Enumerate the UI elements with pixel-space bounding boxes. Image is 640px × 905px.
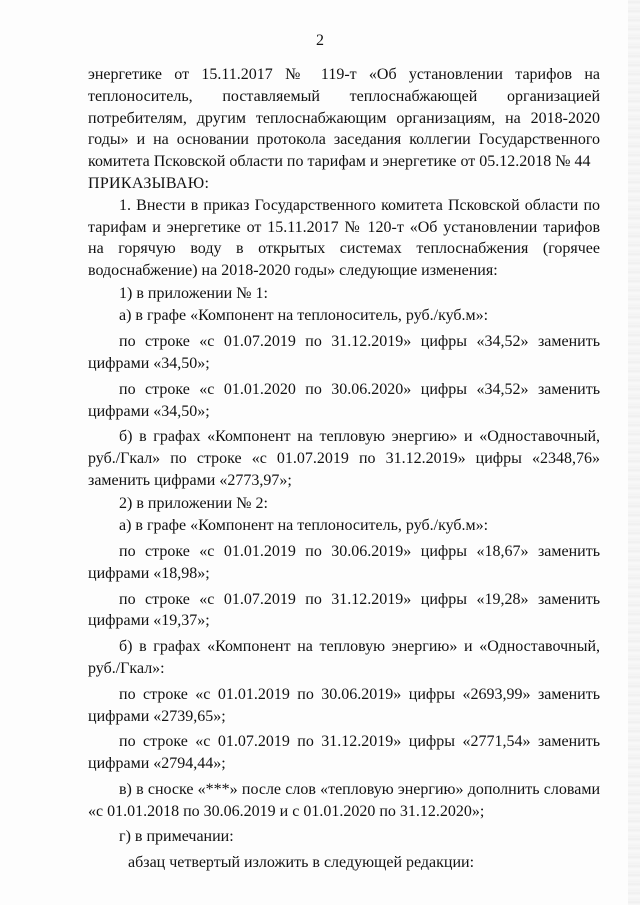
paragraph-appendix-2-d-note: г) в примечании: [119,828,234,846]
paragraph-fourth-subparagraph: абзац четвертый изложить в следующей редакции: [128,854,475,872]
paragraph-appendix-1-row-2: по строке «с 01.01.2020 по 30.06.2020» цифры «34,52» заменить цифрами «34,50»; [88,380,600,420]
scan-edge-artifact [628,0,640,905]
paragraph-appendix-2: 2) в приложении № 2: [119,494,268,512]
paragraph-item-1: 1. Внести в приказ Государственного комитета Псковской области по тарифам и энергетике от 15.11.2017 № 120-т «Об установлении тарифов на горячую воду в открытых системах теплоснабжения (горячее водоснабжение) на 2018-2020 годы» следующие изменения: [88,196,600,280]
document-body [88,64,600,874]
paragraph-appendix-2-a: а) в графе «Компонент на теплоноситель, руб./куб.м»: [119,517,489,535]
paragraph-appendix-1: 1) в приложении № 1: [119,284,268,302]
paragraph-appendix-1-a: а) в графе «Компонент на теплоноситель, руб./куб.м»: [119,307,489,325]
paragraph-appendix-2-b-row-1: по строке «с 01.01.2019 по 30.06.2019» цифры «2693,99» заменить цифрами «2739,65»; [88,685,600,725]
paragraph-preamble-continuation: энергетике от 15.11.2017 № 119-т «Об установлении тарифов на теплоноситель, поставляемый теплоснабжающей организацией потребителям, другим теплоснабжающим организациям, на 2018-2020 годы» и на основании протокола заседания коллегии Государственного комитета Псковской области по тарифам и энергетике от 05.12.2018 № 44 [88,66,600,171]
paragraph-appendix-2-c-footnote: в) в сноске «***» после слов «тепловую энергию» дополнить словами «с 01.01.2018 по 30.06.2019 и с 01.01.2020 по 31.12.2020»; [88,780,600,820]
paragraph-appendix-2-row-1: по строке «с 01.01.2019 по 30.06.2019» цифры «18,67» заменить цифрами «18,98»; [88,542,600,582]
paragraph-order-heading: ПРИКАЗЫВАЮ: [88,174,210,192]
page-number: 2 [316,32,324,49]
paragraph-appendix-2-b-row-2: по строке «с 01.07.2019 по 31.12.2019» цифры «2771,54» заменить цифрами «2794,44»; [88,733,600,773]
paragraph-appendix-2-row-2: по строке «с 01.07.2019 по 31.12.2019» цифры «19,28» заменить цифрами «19,37»; [88,590,600,630]
paragraph-appendix-1-row-1: по строке «с 01.07.2019 по 31.12.2019» цифры «34,52» заменить цифрами «34,50»; [88,333,600,372]
paragraph-appendix-1-b: б) в графах «Компонент на тепловую энергию» и «Одноставочный, руб./Гкал» по строке «с 01.07.2019 по 31.12.2019» цифры «2348,76» заменить цифрами «2773,97»; [88,428,600,489]
paragraph-appendix-2-b: б) в графах «Компонент на тепловую энергию» и «Одноставочный, руб./Гкал»: [88,638,600,677]
